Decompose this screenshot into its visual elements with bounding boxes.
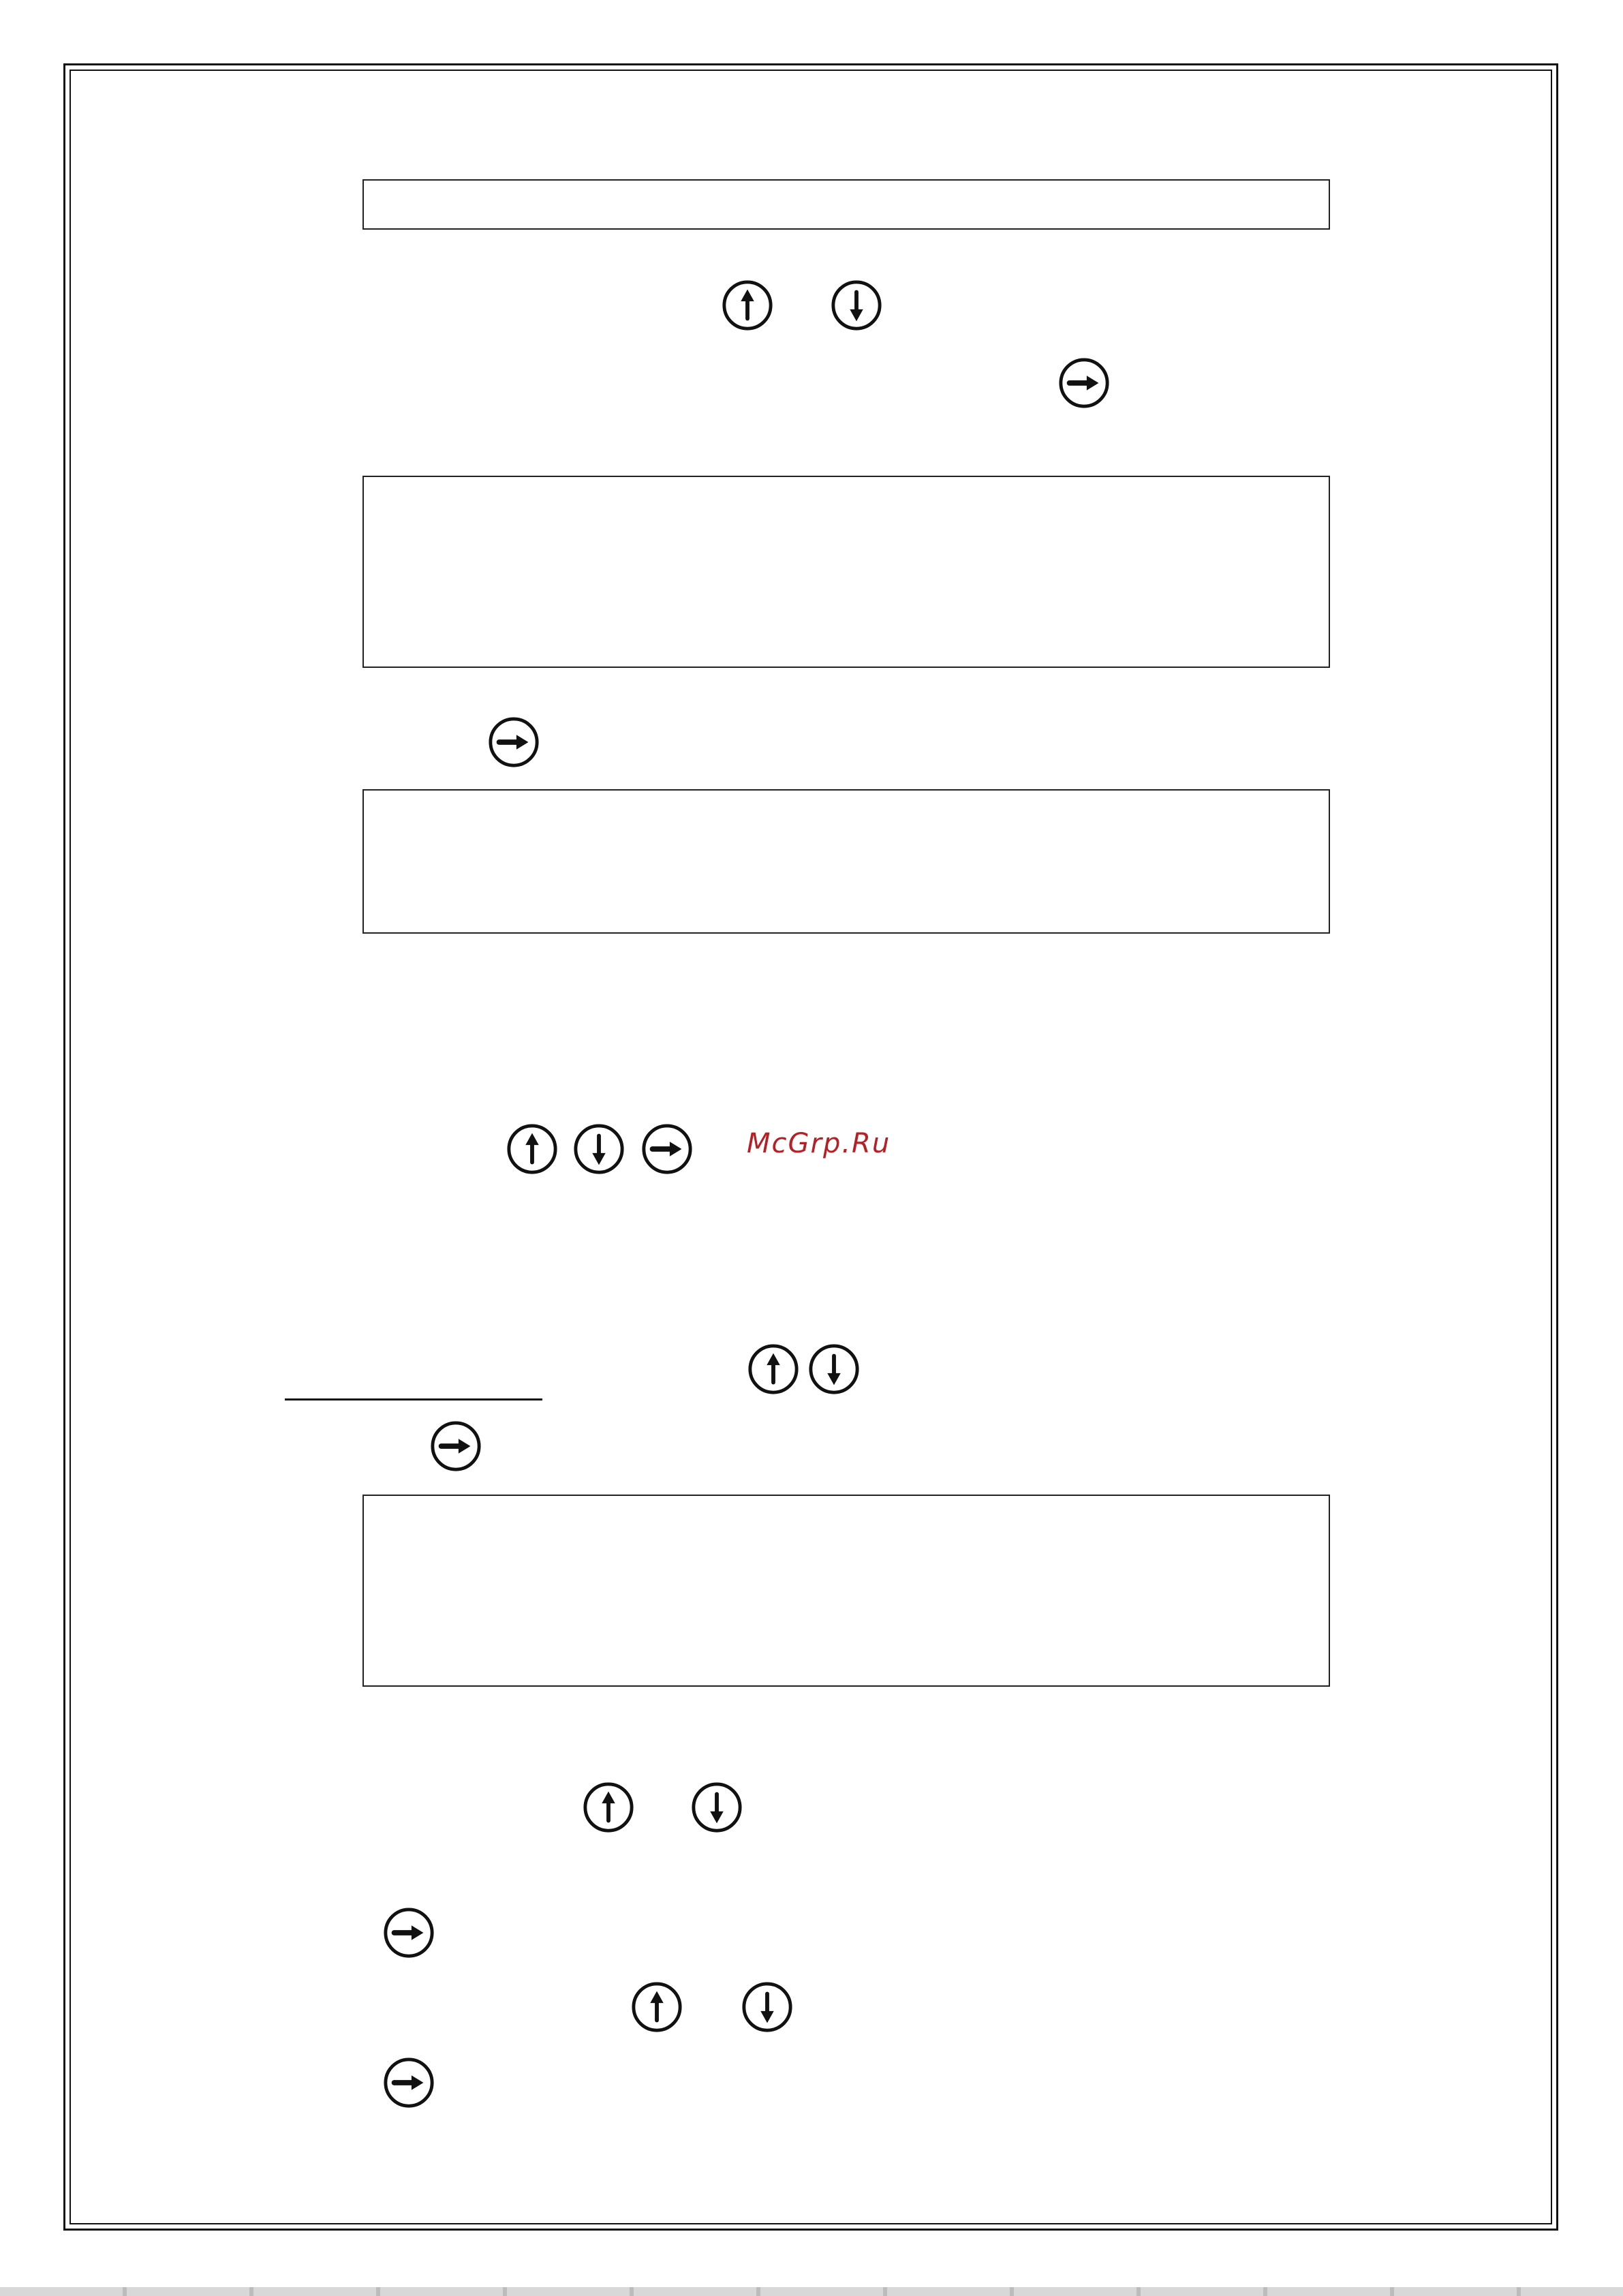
display-box-3 xyxy=(362,789,1330,934)
watermark-text: McGrp.Ru xyxy=(747,1128,891,1159)
display-box-1 xyxy=(362,179,1330,230)
up-arrow-circle-icon xyxy=(630,1980,683,2034)
down-arrow-circle-icon xyxy=(830,279,883,332)
enter-arrow-circle-icon xyxy=(1057,356,1111,410)
enter-arrow-circle-icon xyxy=(382,2056,435,2109)
enter-arrow-circle-icon xyxy=(429,1420,482,1473)
down-arrow-circle-icon xyxy=(690,1781,743,1834)
enter-arrow-circle-icon xyxy=(382,1906,435,1959)
up-arrow-circle-icon xyxy=(747,1343,800,1396)
scan-edge-strip xyxy=(0,2287,1623,2296)
up-arrow-circle-icon xyxy=(582,1781,635,1834)
underline-rule xyxy=(285,1398,542,1400)
up-arrow-circle-icon xyxy=(721,279,774,332)
enter-arrow-circle-icon xyxy=(640,1122,694,1176)
display-box-4 xyxy=(362,1495,1330,1687)
down-arrow-circle-icon xyxy=(807,1343,861,1396)
display-box-2 xyxy=(362,476,1330,668)
down-arrow-circle-icon xyxy=(741,1980,794,2034)
enter-arrow-circle-icon xyxy=(487,716,540,769)
down-arrow-circle-icon xyxy=(572,1122,625,1176)
up-arrow-circle-icon xyxy=(506,1122,559,1176)
